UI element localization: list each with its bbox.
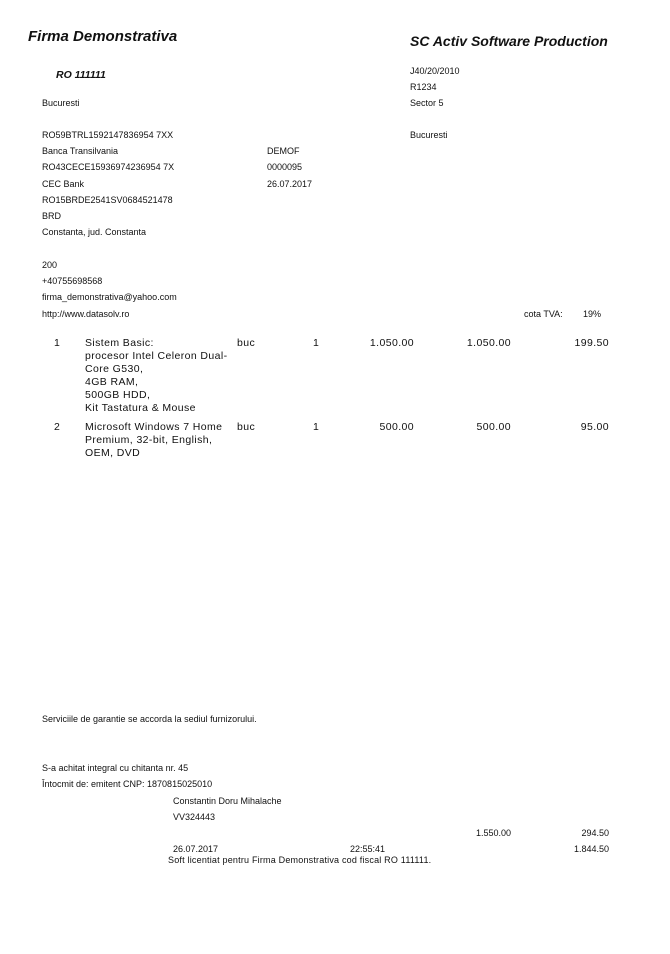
item-unit: buc — [237, 337, 256, 349]
total-value: 1.550.00 — [475, 828, 511, 838]
seller-name: Firma Demonstrativa — [28, 28, 178, 45]
license-note: Soft licentiat pentru Firma Demonstrativa cod fiscal RO 111111. — [168, 855, 432, 865]
seller-city: Bucuresti — [42, 98, 80, 108]
buyer-sector: Sector 5 — [410, 98, 444, 108]
item-description — [85, 337, 235, 415]
item-price: 500.00 — [379, 421, 414, 433]
delivery-time: 22:55:41 — [350, 844, 386, 854]
grand-total: 1.844.50 — [573, 844, 609, 854]
item-vat: 199.50 — [574, 337, 609, 349]
buyer-reg-com: J40/20/2010 — [410, 66, 460, 76]
payment-note: S-a achitat integral cu chitanta nr. 45 — [42, 763, 189, 773]
invoice-series: DEMOF — [267, 146, 300, 156]
delegate-id: VV324443 — [173, 812, 216, 822]
item-unit: buc — [237, 421, 256, 433]
item-index: 1 — [54, 337, 61, 349]
invoice-date: 26.07.2017 — [267, 179, 313, 189]
item-price: 1.050.00 — [369, 337, 414, 349]
seller-cif: RO 111111 — [56, 69, 106, 81]
vat-rate: 19% — [583, 309, 602, 319]
item-description-line: Sistem Basic: procesor Intel Celeron Dual-Core G530, 4GB RAM, 500GB HDD, Kit Tastatura & Mouse — [85, 337, 228, 414]
item-value: 1.050.00 — [466, 337, 511, 349]
item-qty: 1 — [313, 337, 320, 349]
seller-account-1: RO59BTRL1592147836954 7XX — [42, 130, 174, 140]
item-description: Microsoft Windows 7 Home Premium, 32-bit, English, OEM, DVD — [85, 421, 223, 459]
seller-bank-1: Banca Transilvania — [42, 146, 119, 156]
seller-address: Constanta, jud. Constanta — [42, 227, 147, 237]
item-index: 2 — [54, 421, 61, 433]
seller-phone: +40755698568 — [42, 276, 103, 286]
buyer-city: Bucuresti — [410, 130, 448, 140]
buyer-cif: R1234 — [410, 82, 437, 92]
issued-by: Întocmit de: emitent CNP: 1870815025010 — [42, 779, 213, 789]
seller-email: firma_demonstrativa@yahoo.com — [42, 292, 177, 302]
vat-label: cota TVA: — [524, 309, 563, 319]
item-qty: 1 — [313, 421, 320, 433]
seller-bank-3: BRD — [42, 211, 62, 221]
seller-website: http://www.datasolv.ro — [42, 309, 130, 319]
invoice-number: 0000095 — [267, 162, 303, 172]
total-vat: 294.50 — [581, 828, 609, 838]
seller-bank-2: CEC Bank — [42, 179, 85, 189]
seller-account-3: RO15BRDE2541SV0684521478 — [42, 195, 173, 205]
buyer-name: SC Activ Software Production — [410, 33, 608, 49]
delivery-date: 26.07.2017 — [173, 844, 219, 854]
seller-account-2: RO43CECE15936974236954 7X — [42, 162, 175, 172]
item-vat: 95.00 — [580, 421, 609, 433]
seller-capital: 200 — [42, 260, 58, 270]
warranty-note: Serviciile de garantie se accorda la sediul furnizorului. — [42, 714, 257, 724]
item-value: 500.00 — [476, 421, 511, 433]
delegate-name: Constantin Doru Mihalache — [173, 796, 282, 806]
